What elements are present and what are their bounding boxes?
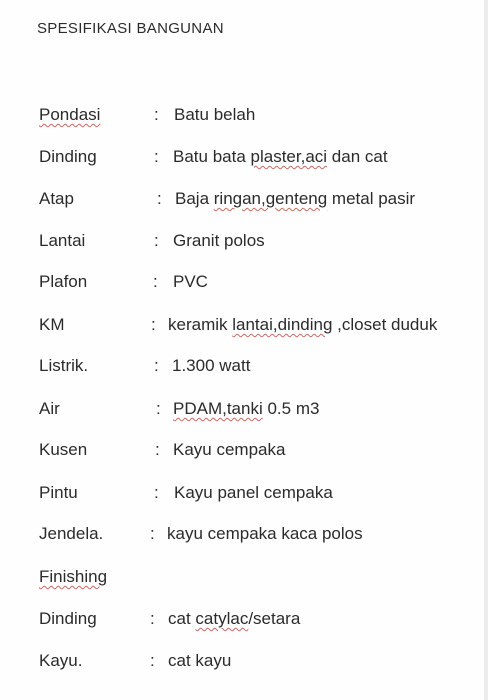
finishing-row-dinding	[0, 607, 488, 631]
spec-label: Kusen	[39, 440, 88, 459]
spec-label: KM	[39, 315, 65, 334]
finishing-heading-row	[0, 565, 488, 589]
spec-label: Pondasi	[39, 105, 101, 124]
finishing-heading: Finishing	[39, 567, 108, 586]
spec-value: cat catylac/setara	[168, 609, 301, 628]
spec-label: Plafon	[39, 272, 88, 291]
spec-colon: :	[150, 651, 155, 670]
finishing-row-kayu	[0, 649, 488, 673]
document-title: SPESIFIKASI BANGUNAN	[37, 20, 224, 37]
spec-row-pintu	[0, 481, 488, 505]
spec-row-km	[0, 313, 488, 337]
spec-row-atap	[0, 187, 488, 211]
spec-value: Batu belah	[174, 105, 256, 124]
spec-value: Kayu cempaka	[173, 440, 286, 459]
spec-colon: :	[150, 524, 155, 543]
spec-label: Air	[39, 399, 60, 418]
spec-value: PVC	[173, 272, 208, 291]
spec-value: PDAM,tanki 0.5 m3	[173, 399, 320, 418]
spec-label: Atap	[39, 189, 74, 208]
spec-label: Pintu	[39, 483, 78, 502]
spec-value: Kayu panel cempaka	[174, 483, 333, 502]
spec-value: keramik lantai,dinding ,closet duduk	[168, 315, 438, 334]
spec-label: Lantai	[39, 231, 86, 250]
spec-colon: :	[157, 189, 162, 208]
spec-label: Kayu.	[39, 651, 83, 670]
spec-label: Dinding	[39, 147, 97, 166]
spec-value: Baja ringan,genteng metal pasir	[175, 189, 416, 208]
spec-value: kayu cempaka kaca polos	[167, 524, 363, 543]
spec-value: Granit polos	[173, 231, 265, 250]
spec-colon: :	[155, 440, 160, 459]
spec-label: Dinding	[39, 609, 97, 628]
spec-colon: :	[151, 315, 156, 334]
spec-colon: :	[154, 356, 159, 375]
spec-value: Batu bata plaster,aci dan cat	[173, 147, 388, 166]
spec-colon: :	[153, 272, 158, 291]
spec-row-lantai	[0, 229, 488, 253]
spec-row-plafon	[0, 270, 488, 294]
spec-label: Jendela.	[39, 524, 104, 543]
spec-colon: :	[154, 147, 159, 166]
spec-value: cat kayu	[168, 651, 232, 670]
spec-row-kusen	[0, 438, 488, 462]
spec-row-air	[0, 397, 488, 421]
spec-row-dinding	[0, 145, 488, 169]
spec-colon: :	[154, 231, 159, 250]
spec-row-listrik	[0, 354, 488, 378]
spec-row-pondasi	[0, 103, 488, 127]
spec-colon: :	[150, 609, 155, 628]
spec-label: Listrik.	[39, 356, 89, 375]
spec-value: 1.300 watt	[172, 356, 251, 375]
spec-row-jendela	[0, 522, 488, 546]
spec-colon: :	[156, 399, 161, 418]
spec-colon: :	[154, 105, 159, 124]
spec-colon: :	[154, 483, 159, 502]
